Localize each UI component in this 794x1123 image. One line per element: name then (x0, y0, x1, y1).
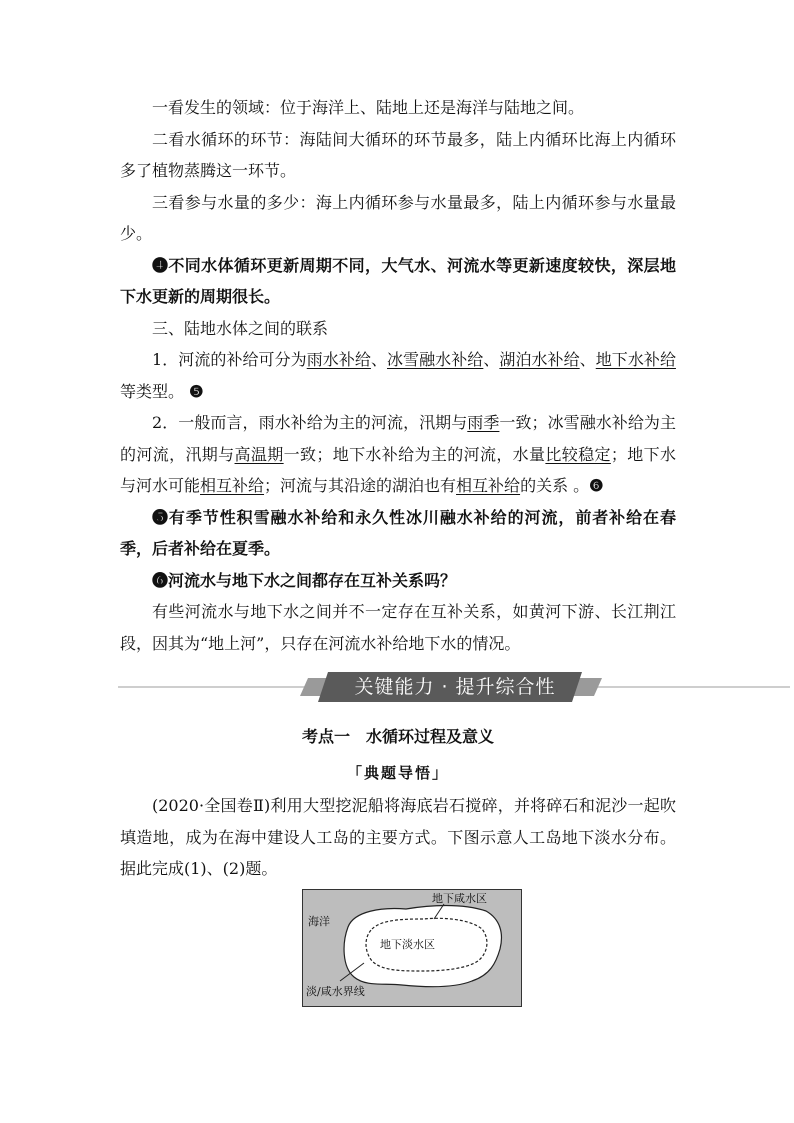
question-text (120, 790, 676, 885)
paragraph-2: 二看水循环的环节：海陆间大循环的环节最多，陆上内循环比海上内循环多了植物蒸腾这一环节。 (120, 129, 676, 180)
blank-answer: 冰雪融水补给 (387, 350, 484, 369)
note-marker-5: ❺ (189, 381, 204, 401)
section-banner (118, 672, 790, 702)
paragraph-river-supply-types (120, 344, 676, 407)
text-span: 2．一般而言，雨水补给为主的河流，汛期与 (152, 413, 468, 432)
note-4: ❹不同水体循环更新周期不同，大气水、河流水等更新速度较快，深层地下水更新的周期很长。 (120, 255, 676, 306)
subsection-label: 「典题导悟」 (346, 764, 449, 782)
blank-answer: 比较稳定 (545, 444, 611, 464)
topic-title: 考点一 水循环过程及意义 (301, 727, 494, 746)
text-span: 一致；地下水补给为主的河流，水量 (283, 444, 546, 464)
body-text (120, 92, 676, 659)
label-boundary: 淡/咸水界线 (306, 985, 365, 998)
text-span: ；河流与其沿途的湖泊也有 (264, 476, 457, 495)
blank-answer: 湖泊水补给 (499, 350, 580, 369)
note-5: ❺有季节性积雪融水补给和永久性冰川融水补给的河流，前者补给在春季，后者补给在夏季。 (120, 507, 676, 558)
text-span: 一致；冰雪融水补给为主的河流，汛期与 (120, 413, 676, 464)
banner-title: 关键能力 · 提升综合性 (354, 676, 556, 698)
section-heading-3: 三、陆地水体之间的联系 (152, 318, 329, 338)
blank-answer: 地下水补给 (595, 350, 676, 369)
blank-answer: 雨季 (467, 413, 500, 432)
paragraph-river-regimes (120, 407, 676, 502)
label-fresh-zone: 地下淡水区 (380, 938, 435, 951)
paragraph-3: 三看参与水量的多少：海上内循环参与水量最多，陆上内循环参与水量最少。 (120, 192, 676, 243)
label-saline-zone: 地下咸水区 (432, 892, 487, 905)
text-span: 、 (483, 350, 500, 369)
note-6-answer: 有些河流水与地下水之间并不一定存在互补关系，如黄河下游、长江荆江段，因其为“地上河”，只存在河流水补给地下水的情况。 (120, 602, 676, 653)
text-span: 、 (579, 350, 596, 369)
question-paragraph: (2020·全国卷Ⅱ)利用大型挖泥船将海底岩石搅碎，并将碎石和泥沙一起吹填造地，成为在海中建设人工岛的主要方式。下图示意人工岛地下淡水分布。据此完成(1)、(2)题。 (120, 796, 676, 878)
blank-answer: 相互补给 (456, 476, 521, 495)
blank-answer: 相互补给 (200, 476, 265, 495)
text-span: 、 (370, 350, 387, 369)
text-span: 的关系 。 (520, 476, 590, 495)
note-6-question: ❻河流水与地下水之间都存在互补关系吗？ (152, 570, 457, 590)
blank-answer: 雨水补给 (306, 350, 371, 369)
blank-answer: 高温期 (234, 444, 284, 464)
paragraph-1: 一看发生的领域：位于海洋上、陆地上还是海洋与陆地之间。 (152, 98, 585, 117)
text-span: ；地下水与河水可能 (120, 444, 676, 495)
note-marker-6: ❻ (589, 476, 604, 495)
island-figure (302, 889, 522, 1007)
text-span: 1．河流的补给可分为 (152, 350, 307, 369)
text-span: 等类型。 (120, 381, 185, 401)
label-ocean: 海洋 (308, 915, 330, 928)
